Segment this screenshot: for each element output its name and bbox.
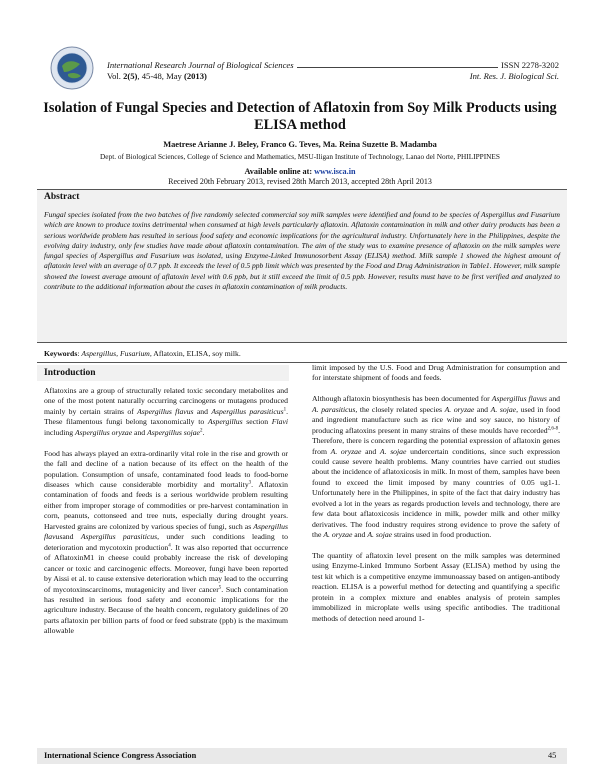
paragraph: Food has always played an extra-ordinarily vital role in the rise and growth or the fall and decline of a nation because of its effect on the health of the population. Consumption of unsafe, contaminated food leads to food-borne diseases which cause considerable morbidity and mortality$^3$. Aflatoxin contamination of foods and feeds is a serious worldwide problem resulting either from improper storage of commodities or pre-harvest contamination in corn, peanuts, cottonseed and tree nuts, especially during drought years. Harvested grains are colonized by various species of fungi, such as Aspergillus flavusand Aspergillus parasiticus, under such conditions leading to deterioration and mycotoxin production$^4$. It was also reported that occurrence of AflatoxinM1 in cheese could probably increase the risk of developing cancer or toxic and carcinogenic effects. Moreover, fungi have been reported by Aissi et al. to cause extensive deterioration which may lead to the occurring of mycotoxinscarcinoms, mutagenicity and liver cancer$^5$. Such contamination has resulted in serious food safety and economic implications for the agriculture industry. Because of the health concern, regulatory guidelines of 20 parts aflatoxin per billion parts of food or feed substrate (ppb) is the maximum allowable bbox=[44, 448, 289, 636]
paragraph: Aflatoxins are a group of structurally related toxic secondary metabolites and one of the most potent naturally occurring carcinogens or mutagens produced mainly by certain strains of Aspergillus flavus and Aspergillus parasiticus$^1$. These filamentous fungi belong taxonomically to Aspergillus section Flavi including Aspergillus oryzae and Aspergillus sojae$^2$. bbox=[44, 386, 288, 437]
column-left bbox=[44, 386, 288, 647]
journal-name: International Research Journal of Biological Sciences bbox=[107, 60, 294, 70]
footer-association: International Science Congress Association bbox=[44, 751, 197, 760]
available-online: Available online at: www.isca.in bbox=[244, 167, 356, 176]
header-rule bbox=[297, 60, 498, 68]
authors: Maetrese Arianne J. Beley, Franco G. Teves, Ma. Reina Suzette B. Madamba bbox=[163, 140, 437, 149]
introduction-heading: Introduction bbox=[44, 368, 96, 378]
affiliation: Dept. of Biological Sciences, College of Science and Mathematics, MSU-Iligan Institute of Technology, Lanao del Norte, PHILIPPINES bbox=[100, 152, 500, 161]
journal-short-title: Int. Res. J. Biological Sci. bbox=[469, 70, 559, 81]
received-dates: Received 20th February 2013, revised 28th March 2013, accepted 28th April 2013 bbox=[168, 177, 432, 186]
volume-info: Vol. 2(5), 45-48, May (2013) bbox=[107, 70, 207, 81]
abstract-heading: Abstract bbox=[44, 192, 80, 202]
column-right bbox=[312, 363, 560, 635]
journal-header bbox=[107, 60, 559, 81]
keywords: Keywords: Aspergillus, Fusarium, Aflatoxin, ELISA, soy milk. bbox=[44, 349, 241, 358]
issn: ISSN 2278-3202 bbox=[500, 60, 559, 70]
paragraph: Although aflatoxin biosynthesis has been documented for Aspergillus flavus and A. parasiticus, the closely related species A. oryzae and A. sojae, used in food and ingredient manufacture such as rice wine and soy sauce, no history of producing aflatoxins present in many strains of these moulds have recorded$^{2,6-8}$. Therefore, there is concern regarding the potential expression of aflatoxin genes from A. oryzae and A. sojae undercertain conditions, since such expression could cause severe health problems. Many countries have carried out studies about the incidence of aflatoxicosis in milk. In most of them, samples have been found to exceed the limit imposed by many countries of 0.05 ug1-1. Unfortunately here in the Philippines, in spite of the fact that dairy industry has evolved a lot in the years as regards production levels and technology, there are few data bout aflatoxicosis incidence in milk, powder milk and other milky derivatives. The food industry requires strong evidence to prove the safety of the A. oryzae and A. sojae strains used in food production. bbox=[312, 394, 561, 540]
abstract-text: Fungal species isolated from the two batches of five randomly selected commercial soy milk samples were identified and found to be species of Aspergillus and Fusarium which are known to produce toxins detrimental when consumed at high levels particularly aflatoxin. Aflatoxin contamination in milk and other dairy products has been a serious worldwide problem has resulted in serious food safety and economic implications for the agricultural industry. Unfortunately here in the Philippines, despite the evolving dairy industry, only few studies have made about aflatoxin contamination. The aim of the study was to examine presence of aflatoxin on the milk samples were fungal species of Aspergillus and Fusarium was isolated, using Enzyme-Linked Immunosorbent Assay (ELISA) method. Milk sample 1 showed the highest amount of aflatoxin level with an average of 0.7 ppb. It exceeds the level of 0.5 ppb limit which was presented by the Food and Drug Administration in Table1. However, milk sample showed the lowest average amount of aflatoxin level with 0.6 ppb, but it still exceed the limit of 0.5 ppb. However, results must have to be first verified and analyzed to contribute to the additional information about the cases in aflatoxin contamination of milk products. bbox=[44, 210, 560, 292]
journal-logo bbox=[50, 46, 94, 90]
journal-link[interactable]: www.isca.in bbox=[314, 167, 356, 176]
article-title: Isolation of Fungal Species and Detection of Aflatoxin from Soy Milk Products using ELISA method bbox=[43, 100, 557, 133]
paragraph: The quantity of aflatoxin level present on the milk samples was determined using Enzyme-Linked Immuno Sorbent Assay (ELISA) method by using the test kit which is a competitive enzyme immunoassay based on antigen-antibody reaction. ELISA is a powerful method for detecting and quantifying a specific protein in a complex mixture and enables analysis of protein samples immobilized in microplate wells using specific antibodies. The traditional methods of detection need around 1- bbox=[312, 551, 560, 623]
page-number: 45 bbox=[548, 751, 557, 760]
paragraph: limit imposed by the U.S. Food and Drug Administration for consumption and for interstate shipment of foods and feeds. bbox=[312, 363, 560, 383]
